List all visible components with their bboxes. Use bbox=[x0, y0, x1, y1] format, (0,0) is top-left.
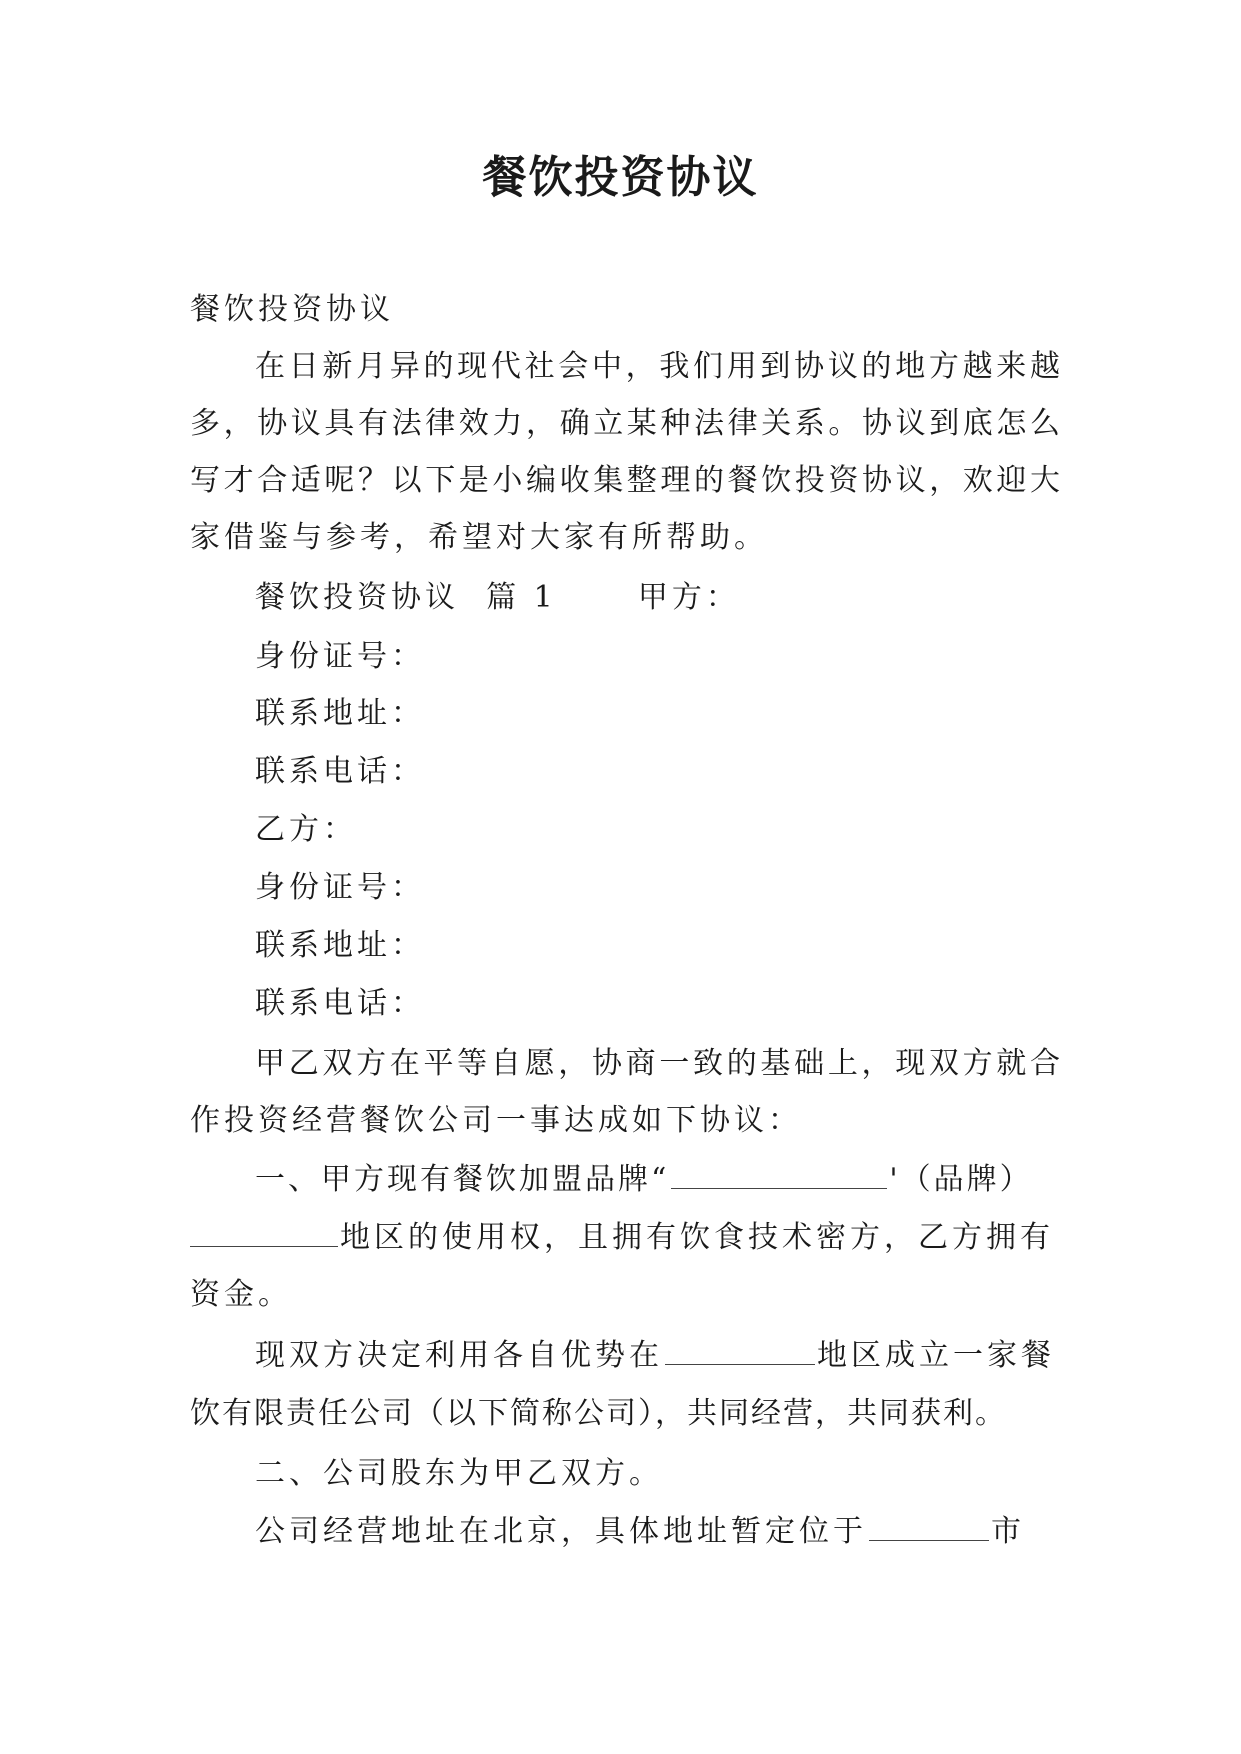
field-label: 身份证号： bbox=[255, 639, 425, 674]
clause-text: 地区的使用权，且拥有饮食技术密方，乙方拥有 bbox=[340, 1220, 1054, 1255]
blank-field bbox=[665, 1358, 815, 1365]
clause-text: 公司经营地址在北京，具体地址暂定位于 bbox=[255, 1514, 867, 1549]
clause-text: '（品牌） bbox=[889, 1162, 1033, 1197]
field-label: 联系地址： bbox=[255, 928, 425, 963]
paragraph-line: 餐饮投资协议 bbox=[190, 292, 394, 327]
paragraph-line: 作投资经营餐饮公司一事达成如下协议： bbox=[190, 1103, 802, 1138]
paragraph-line: 在日新月异的现代社会中，我们用到协议的地方越来越 bbox=[255, 349, 1060, 384]
field-label: 乙方： bbox=[255, 812, 357, 847]
field-label: 联系地址： bbox=[255, 696, 425, 731]
paragraph-line bbox=[255, 1512, 1060, 1552]
clause-text: 现双方决定利用各自优势在 bbox=[255, 1338, 663, 1373]
paragraph-line: 写才合适呢？以下是小编收集整理的餐饮投资协议，欢迎大 bbox=[190, 463, 1060, 498]
blank-field bbox=[671, 1182, 887, 1189]
blank-field bbox=[190, 1240, 338, 1247]
paragraph-line: 资金。 bbox=[190, 1277, 292, 1312]
section-heading: 餐饮投资协议 篇 1 甲方： bbox=[255, 580, 740, 615]
paragraph-line: 甲乙双方在平等自愿，协商一致的基础上，现双方就合 bbox=[255, 1046, 1060, 1081]
document-title: 餐饮投资协议 bbox=[482, 152, 759, 203]
field-label: 身份证号： bbox=[255, 870, 425, 905]
clause-text: 一、甲方现有餐饮加盟品牌“ bbox=[255, 1162, 670, 1197]
paragraph-line: 二、公司股东为甲乙双方。 bbox=[255, 1456, 663, 1491]
clause-text: 市 bbox=[991, 1514, 1025, 1549]
paragraph-line bbox=[255, 1160, 1060, 1200]
field-label: 联系电话： bbox=[255, 986, 425, 1021]
field-label: 联系电话： bbox=[255, 754, 425, 789]
paragraph-line bbox=[255, 1336, 1060, 1376]
paragraph-line: 多，协议具有法律效力，确立某种法律关系。协议到底怎么 bbox=[190, 406, 1060, 441]
paragraph-line: 饮有限责任公司（以下简称公司），共同经营，共同获利。 bbox=[190, 1396, 1007, 1431]
blank-field bbox=[869, 1534, 989, 1541]
paragraph-line: 家借鉴与参考，希望对大家有所帮助。 bbox=[190, 520, 768, 555]
clause-text: 地区成立一家餐 bbox=[817, 1338, 1055, 1373]
paragraph-line bbox=[190, 1218, 1060, 1258]
